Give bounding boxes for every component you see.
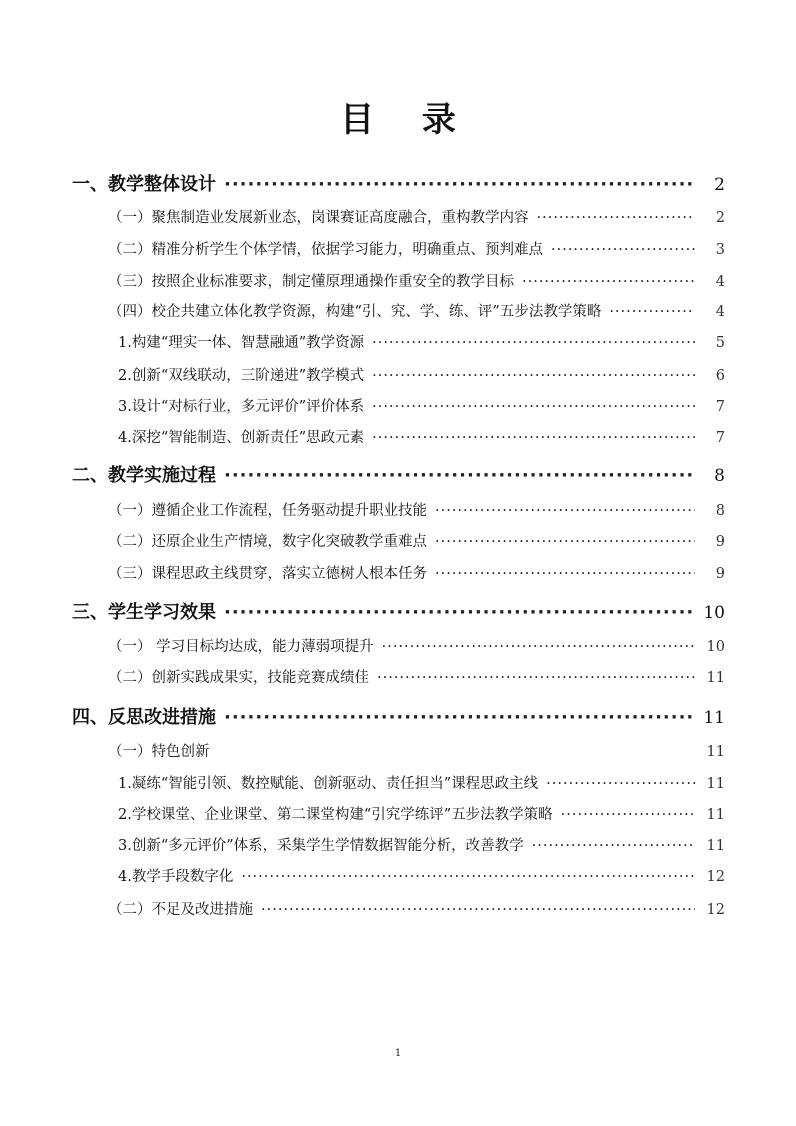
dot-leader [609, 304, 695, 320]
dot-leader [241, 869, 695, 885]
toc-entry[interactable] [108, 499, 725, 520]
toc-entry-label: （一） 学习目标均达成，能力薄弱项提升 [108, 639, 374, 655]
dot-leader [377, 670, 695, 686]
toc-entry[interactable] [118, 426, 725, 447]
toc-entry-label: 3.设计“对标行业，多元评价”评价体系 [118, 399, 365, 415]
toc-entry-page: 11 [703, 708, 725, 728]
toc-entry-page: 11 [706, 807, 725, 823]
toc-entry-section-3[interactable] [72, 598, 725, 624]
dot-leader [435, 503, 695, 519]
toc-entry-label: 1.凝练“智能引领、数控赋能、创新驱动、责任担当”课程思政主线 [118, 776, 539, 792]
toc-entry-label: 一、教学整体设计 [72, 174, 216, 195]
toc-entry-page: 10 [706, 639, 725, 655]
toc-entry-page: 12 [706, 902, 725, 918]
dot-leader [561, 807, 695, 823]
dot-leader [546, 776, 695, 792]
toc-entry-page: 12 [706, 869, 725, 885]
toc-entry-label: （三）课程思政主线贯穿，落实立德树人根本任务 [108, 566, 427, 582]
dot-leader [372, 368, 695, 384]
toc-entry-page: 4 [715, 304, 725, 320]
toc-entry-label: （二）不足及改进措施 [108, 902, 253, 918]
toc-entry-label: （二）创新实践成果实，技能竞赛成绩佳 [108, 670, 369, 686]
toc-entry-page: 8 [714, 466, 725, 486]
toc-entry[interactable] [118, 395, 725, 416]
toc-entry[interactable] [118, 364, 725, 385]
toc-entry-page: 6 [715, 368, 725, 384]
toc-entry-label: 三、学生学习效果 [72, 602, 216, 623]
toc-entry-section-2[interactable] [72, 461, 725, 487]
toc-entry-label: 2.创新“双线联动，三阶递进”教学模式 [118, 368, 365, 384]
toc-entry-label: 4.教学手段数字化 [118, 869, 234, 885]
toc-entry-page: 2 [715, 210, 725, 226]
dot-leader [224, 174, 695, 195]
toc-entry-label: 二、教学实施过程 [72, 465, 216, 486]
dot-leader [522, 274, 695, 290]
toc-entry[interactable] [108, 898, 725, 919]
dot-leader [261, 902, 695, 918]
toc-entry[interactable] [108, 666, 725, 687]
toc-entry-label: （一）聚焦制造业发展新业态，岗课赛证高度融合，重构教学内容 [108, 210, 529, 226]
toc-entry[interactable] [108, 635, 725, 656]
dot-leader [224, 707, 695, 728]
toc-entry-label: （四）校企共建立体化教学资源，构建“引、究、学、练、评”五步法教学策略 [108, 304, 602, 320]
dot-leader [551, 242, 695, 258]
toc-entry-page: 11 [706, 670, 725, 686]
dot-leader [224, 602, 695, 623]
toc-entry[interactable] [108, 740, 725, 761]
toc-entry-page: 10 [703, 603, 725, 623]
toc-entry-page: 3 [715, 242, 725, 258]
toc-entry-page: 11 [706, 838, 725, 854]
dot-leader [435, 566, 695, 582]
toc-entry-page: 11 [706, 744, 725, 760]
dot-leader [532, 838, 695, 854]
toc-entry-label: （二）精准分析学生个体学情，依据学习能力，明确重点、预判难点 [108, 242, 543, 258]
toc-entry[interactable] [108, 300, 725, 321]
toc-entry-label: 四、反思改进措施 [72, 707, 216, 728]
dot-leader [537, 210, 696, 226]
toc-entry-page: 7 [715, 399, 725, 415]
toc-entry[interactable] [118, 331, 725, 352]
toc-entry-page: 2 [714, 175, 725, 195]
toc-entry-label: 3.创新“多元评价”体系，采集学生学情数据智能分析，改善教学 [118, 838, 524, 854]
toc-entry-page: 7 [715, 430, 725, 446]
dot-leader [372, 335, 695, 351]
toc-entry-page: 9 [715, 534, 725, 550]
toc-entry-label: 1.构建“理实一体、智慧融通”教学资源 [118, 335, 365, 351]
dot-leader [372, 399, 695, 415]
dot-leader [435, 534, 695, 550]
toc-entry[interactable] [118, 834, 725, 855]
toc-entry-page: 11 [706, 776, 725, 792]
toc-entry[interactable] [108, 270, 725, 291]
toc-entry-label: （二）还原企业生产情境，数字化突破教学重难点 [108, 534, 427, 550]
toc-entry-page: 8 [715, 503, 725, 519]
toc-entry-label: 4.深挖“智能制造、创新责任”思政元素 [118, 430, 365, 446]
toc-entry-label: （三）按照企业标准要求，制定懂原理通操作重安全的教学目标 [108, 274, 514, 290]
toc-entry[interactable] [118, 865, 725, 886]
toc-entry[interactable] [118, 803, 725, 824]
toc-entry-label: 2.学校课堂、企业课堂、第二课堂构建“引究学练评”五步法教学策略 [118, 807, 553, 823]
toc-entry-section-4[interactable] [72, 703, 725, 729]
dot-leader [224, 465, 695, 486]
toc-entry[interactable] [108, 238, 725, 259]
page-title: 目 录 [340, 100, 474, 140]
toc-entry-label: （一）特色创新 [108, 744, 210, 760]
dot-leader [382, 639, 695, 655]
toc-entry-page: 9 [715, 566, 725, 582]
toc-entry-section-1[interactable] [72, 170, 725, 196]
toc-entry[interactable] [108, 562, 725, 583]
page-number: 1 [394, 1048, 402, 1059]
toc-entry[interactable] [118, 772, 725, 793]
dot-leader [372, 430, 695, 446]
toc-entry[interactable] [108, 530, 725, 551]
toc-entry-page: 5 [715, 335, 725, 351]
toc-entry-label: （一）遵循企业工作流程，任务驱动提升职业技能 [108, 503, 427, 519]
toc-entry-page: 4 [715, 274, 725, 290]
toc-entry[interactable] [108, 206, 725, 227]
